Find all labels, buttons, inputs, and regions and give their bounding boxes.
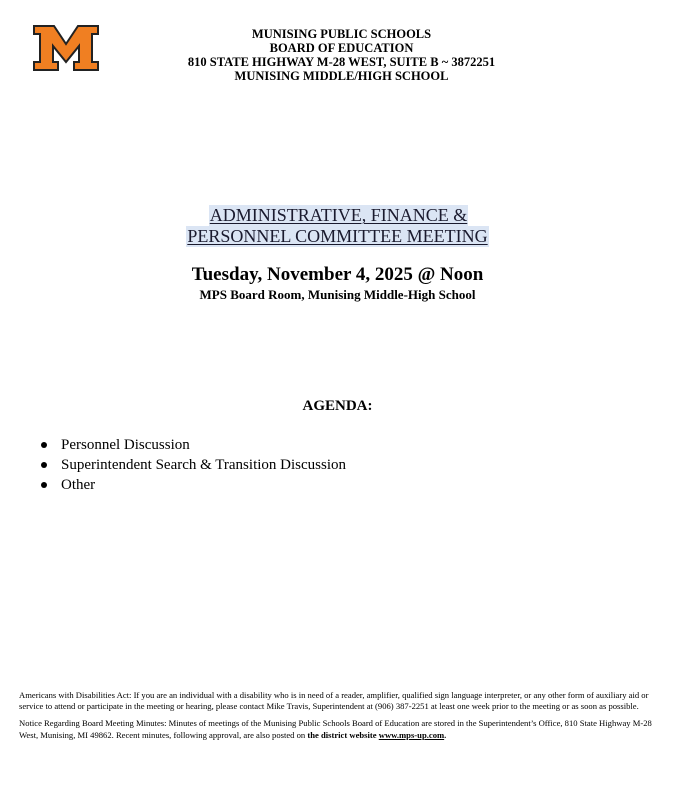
end-punct: . bbox=[444, 729, 447, 740]
agenda-item bbox=[36, 475, 346, 495]
agenda-item-label: Personnel Discussion bbox=[61, 437, 190, 453]
agenda-item bbox=[36, 435, 346, 455]
ada-notice: Americans with Disabilities Act: If you are an individual with a disability who is in need of a reader, amplifier, qualified sign language interpreter, or any other form of auxiliary aid or service to attend or participate in the meeting or hearing, please contact Mike Travis, Superintendent at (906) 387-2251 at least one week prior to the meeting or as soon as possible. bbox=[19, 690, 649, 712]
meeting-title-line-2: PERSONNEL COMMITTEE MEETING bbox=[187, 226, 488, 246]
footer-notices bbox=[19, 690, 655, 747]
minutes-notice-text: Notice Regarding Board Meeting Minutes: Minutes of meetings of the Munising Public Schools Board of Education are stored in the Superintendent’s Office, 810 State Highway M-28 West, Munising, MI 49862. Recent minutes, following approval, are also posted on bbox=[19, 718, 652, 740]
agenda-list bbox=[36, 435, 346, 495]
minutes-notice bbox=[19, 718, 655, 740]
meeting-title bbox=[0, 205, 675, 247]
header-district-name: MUNISING PUBLIC SCHOOLS bbox=[251, 27, 432, 41]
header-board-name: BOARD OF EDUCATION bbox=[269, 41, 414, 55]
bullet-icon bbox=[41, 442, 47, 448]
school-header bbox=[0, 27, 675, 83]
website-link[interactable]: www.mps-up.com bbox=[378, 729, 445, 740]
header-address: 810 STATE HIGHWAY M-28 WEST, SUITE B ~ 3872251 bbox=[187, 55, 496, 69]
bullet-icon bbox=[41, 482, 47, 488]
meeting-title-line-1: ADMINISTRATIVE, FINANCE & bbox=[209, 205, 468, 225]
agenda-item-label: Other bbox=[61, 477, 96, 493]
meeting-location: MPS Board Room, Munising Middle-High School bbox=[199, 287, 476, 302]
agenda-heading: AGENDA: bbox=[302, 398, 373, 414]
agenda-item-label: Superintendent Search & Transition Discussion bbox=[61, 457, 346, 473]
bullet-icon bbox=[41, 462, 47, 468]
website-label: the district website bbox=[307, 729, 377, 740]
meeting-date: Tuesday, November 4, 2025 @ Noon bbox=[191, 264, 484, 285]
agenda-item bbox=[36, 455, 346, 475]
header-school-name: MUNISING MIDDLE/HIGH SCHOOL bbox=[234, 69, 449, 83]
